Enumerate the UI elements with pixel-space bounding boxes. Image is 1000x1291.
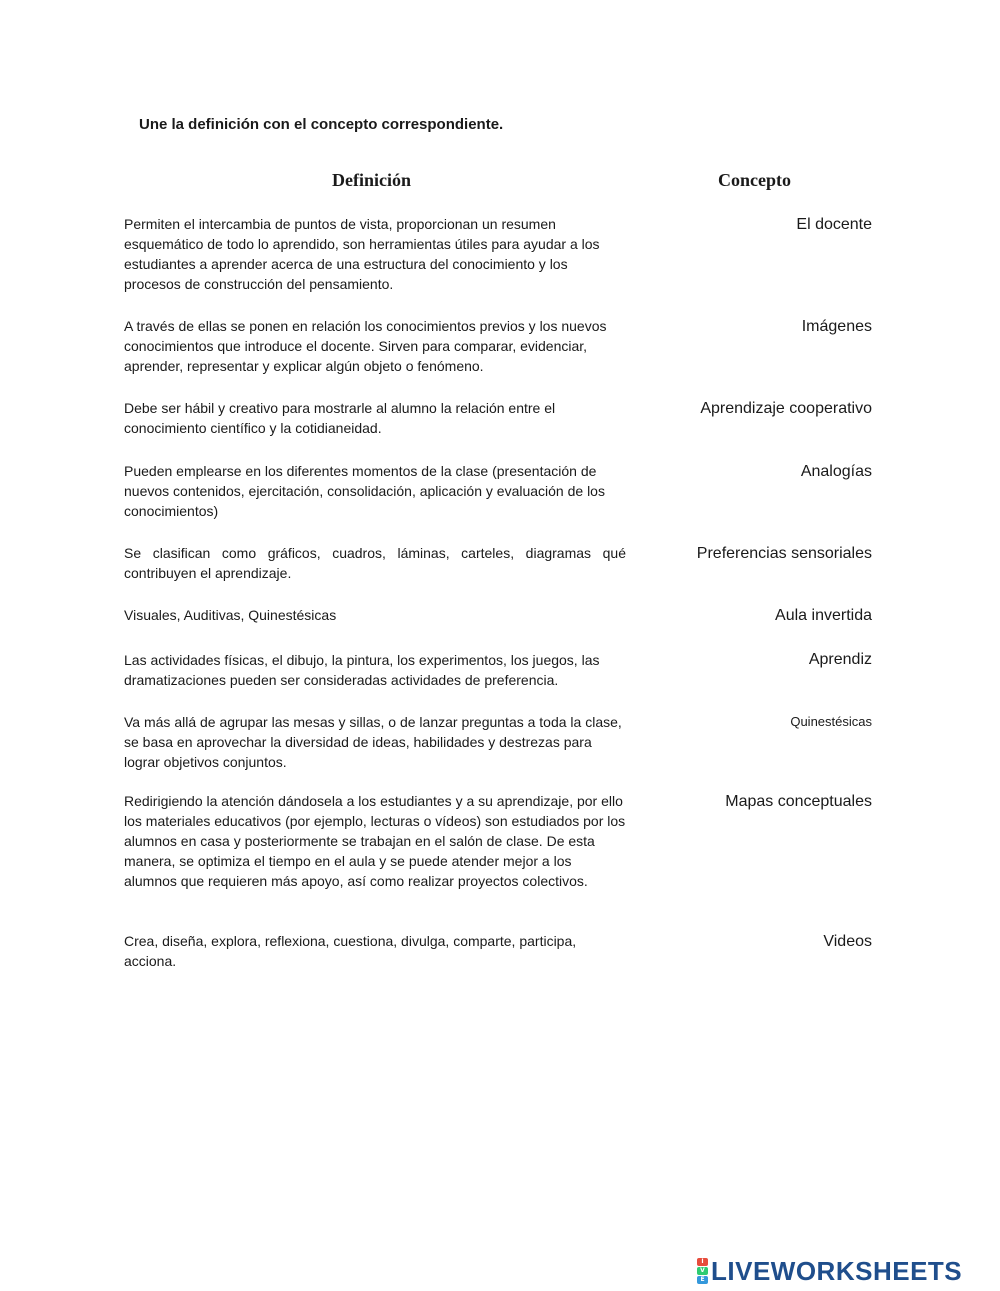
definition-6: Visuales, Auditivas, Quinestésicas — [124, 607, 337, 623]
logo-mark-letter: E — [697, 1276, 708, 1284]
definition-10: Crea, diseña, explora, reflexiona, cuestiona, divulga, comparte, participa, acciona. — [124, 933, 577, 969]
definition-2: A través de ellas se ponen en relación los conocimientos previos y los nuevos conocimientos que introduce el docente. Sirven para comparar, evidenciar, aprender, representar y explicar algún objeto o fenómeno. — [124, 318, 607, 374]
concept-9[interactable]: Mapas conceptuales — [725, 793, 872, 810]
concept-4[interactable]: Analogías — [800, 463, 872, 480]
liveworksheets-logo — [697, 1256, 962, 1286]
definition-4: Pueden emplearse en los diferentes momentos de la clase (presentación de nuevos contenidos, ejercitación, consolidación, aplicación y evaluación de los conocimientos) — [124, 463, 605, 519]
definition-3: Debe ser hábil y creativo para mostrarle al alumno la relación entre el conocimiento científico y la cotidianeidad. — [124, 400, 556, 436]
definition-7: Las actividades físicas, el dibujo, la pintura, los experimentos, los juegos, las dramatizaciones pueden ser consideradas actividades de preferencia. — [124, 652, 600, 688]
definition-column-header: Definición — [332, 170, 411, 190]
definition-8: Va más allá de agrupar las mesas y sillas, o de lanzar preguntas a toda la clase, se basa en aprovechar la diversidad de ideas, habilidades y destrezas para lograr objetivos conjuntos. — [124, 714, 622, 770]
concept-3[interactable]: Aprendizaje cooperativo — [700, 400, 872, 417]
concept-10[interactable]: Videos — [823, 933, 872, 950]
logo-text: LIVEWORKSHEETS — [711, 1256, 963, 1286]
definition-1: Permiten el intercambia de puntos de vista, proporcionan un resumen esquemático de todo lo aprendido, son herramientas útiles para ayudar a los estudiantes a aprender acerca de una estructura del conocimiento y los procesos de construcción del pensamiento. — [124, 216, 600, 292]
definition-9: Redirigiendo la atención dándosela a los estudiantes y a su aprendizaje, por ello los materiales educativos (por ejemplo, lecturas o vídeos) son estudiados por los alumnos en casa y posteriormente se trabajan en el salón de clase. De esta manera, se optimiza el tiempo en el aula y se puede atender mejor a los alumnos que requieren más apoyo, así como realizar proyectos colectivos. — [124, 793, 626, 889]
definition-5: Se clasifican como gráficos, cuadros, láminas, carteles, diagramas qué contribuyen el aprendizaje. — [124, 545, 626, 581]
liveworksheets-logo-icon — [697, 1258, 708, 1284]
concept-6[interactable]: Aula invertida — [775, 607, 872, 624]
concept-column-header: Concepto — [718, 170, 791, 190]
concept-5[interactable]: Preferencias sensoriales — [696, 545, 872, 562]
concept-8[interactable]: Quinestésicas — [790, 714, 872, 729]
concept-1[interactable]: El docente — [796, 216, 872, 233]
logo-mark-letter: I — [697, 1258, 708, 1266]
concept-7[interactable]: Aprendiz — [808, 651, 872, 668]
logo-mark-letter: V — [697, 1267, 708, 1275]
concept-2[interactable]: Imágenes — [801, 318, 872, 335]
instruction-text: Une la definición con el concepto correspondiente. — [139, 116, 504, 133]
